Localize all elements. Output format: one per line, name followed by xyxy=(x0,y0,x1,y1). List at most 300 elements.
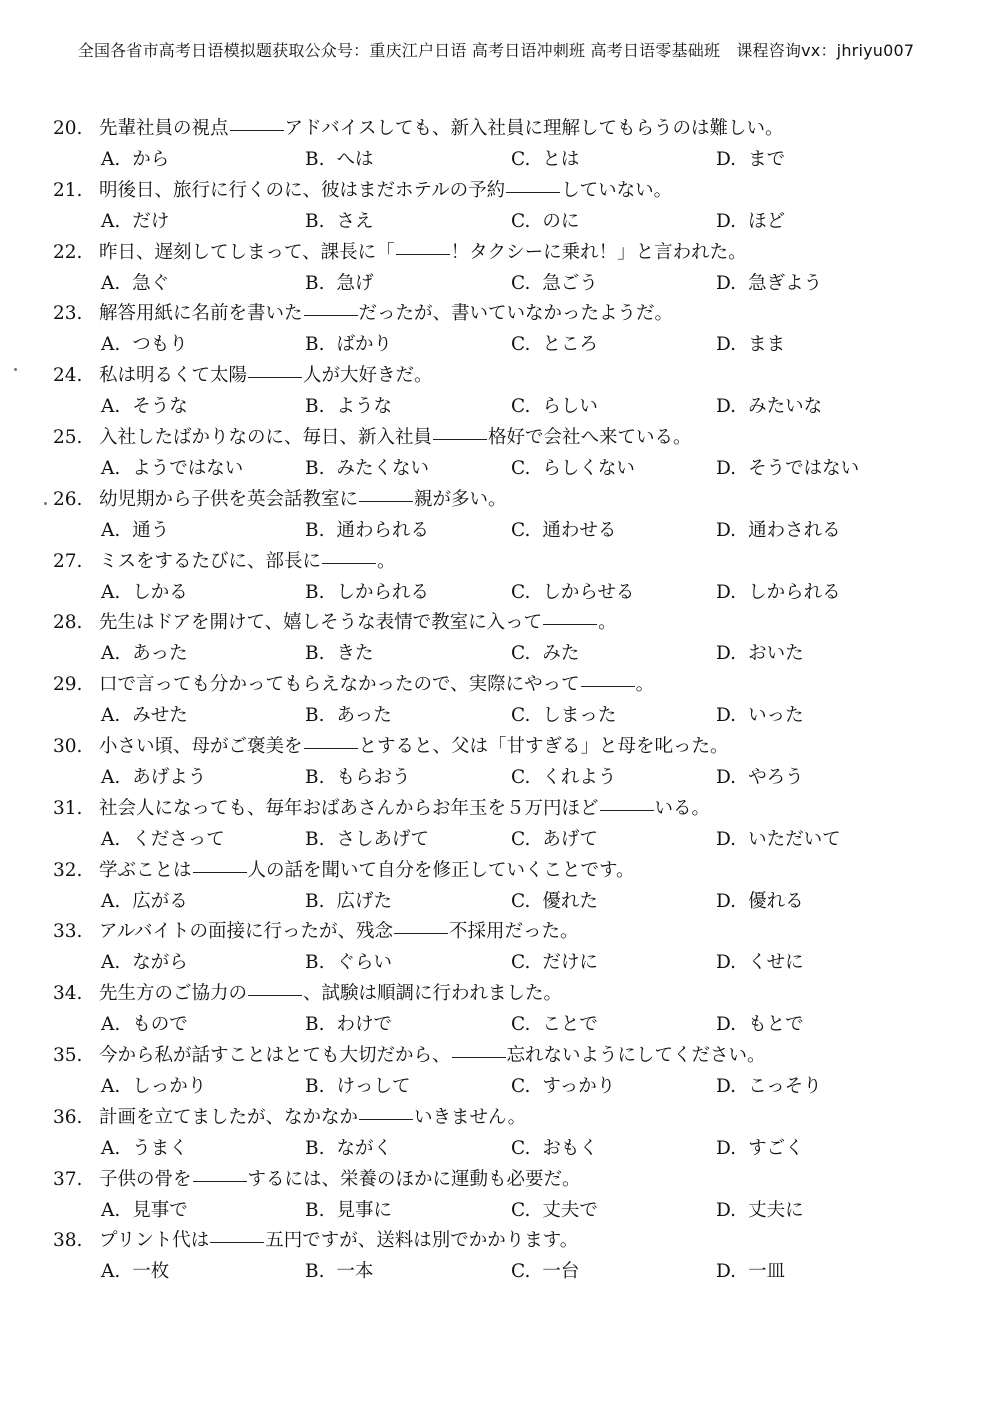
question-stem xyxy=(53,916,953,948)
option-letter: A. xyxy=(101,210,121,232)
option-letter: C. xyxy=(511,210,531,232)
option-text: まま xyxy=(748,334,786,356)
option-row xyxy=(53,330,953,359)
question-number: 38. xyxy=(53,1230,83,1252)
option-letter: C. xyxy=(511,1199,531,1221)
option-letter: A. xyxy=(101,828,121,850)
question-item xyxy=(53,422,953,484)
question-text-after-blank: いる。 xyxy=(654,797,711,819)
option-text: おもく xyxy=(542,1137,598,1159)
question-number: 26. xyxy=(53,488,83,510)
option-a xyxy=(101,1010,188,1039)
option-letter: D. xyxy=(716,890,737,912)
option-text: くせに xyxy=(748,952,804,974)
option-c xyxy=(511,701,616,730)
option-a xyxy=(101,887,188,916)
option-letter: A. xyxy=(101,1014,121,1036)
option-letter: B. xyxy=(305,890,325,912)
question-item xyxy=(53,978,953,1040)
option-text: だけ xyxy=(132,210,170,232)
option-row xyxy=(53,825,953,854)
option-d xyxy=(716,392,822,421)
answer-blank xyxy=(304,747,358,749)
option-b xyxy=(305,763,411,792)
option-text: しかられる xyxy=(336,581,429,603)
option-a xyxy=(101,392,188,421)
option-row xyxy=(53,392,953,421)
option-letter: A. xyxy=(101,643,121,665)
option-text: 丈夫に xyxy=(748,1199,804,1221)
option-text: から xyxy=(132,149,170,170)
option-text: もらおう xyxy=(336,766,411,788)
question-text-before-blank: 先生はドアを開けて、嬉しそうな表情で教室に入って xyxy=(99,612,543,634)
option-letter: C. xyxy=(511,1137,531,1159)
question-item xyxy=(53,855,953,917)
option-letter: D. xyxy=(716,952,737,974)
option-a xyxy=(101,639,188,668)
option-text: くださって xyxy=(132,828,225,850)
answer-blank xyxy=(581,685,635,687)
option-c xyxy=(511,454,635,483)
option-d xyxy=(716,825,841,854)
option-b xyxy=(305,1072,411,1101)
option-d xyxy=(716,701,804,730)
option-b xyxy=(305,207,374,236)
question-stem xyxy=(53,237,953,269)
question-text-before-blank: 入社したばかりなのに、毎日、新入社員 xyxy=(99,426,433,448)
option-text: ばかり xyxy=(336,334,392,356)
option-letter: A. xyxy=(101,766,121,788)
option-c xyxy=(511,1196,598,1225)
question-number: 24. xyxy=(53,365,83,387)
question-number: 25. xyxy=(53,426,83,448)
option-text: すっかり xyxy=(542,1075,616,1097)
option-letter: B. xyxy=(305,457,325,479)
option-text: わけで xyxy=(336,1014,392,1036)
option-c xyxy=(511,269,598,298)
option-letter: D. xyxy=(716,272,737,294)
option-letter: D. xyxy=(716,396,737,418)
page-header: 全国各省市高考日语模拟题获取公众号：重庆江户日语 高考日语冲刺班 高考日语零基础班 课程咨询vx：jhriyu007 xyxy=(77,41,915,60)
option-row xyxy=(53,207,953,236)
option-c xyxy=(511,1257,579,1286)
answer-blank xyxy=(543,623,597,625)
option-d xyxy=(716,1072,822,1101)
option-b xyxy=(305,330,392,359)
question-item xyxy=(53,1040,953,1102)
option-letter: D. xyxy=(716,1075,737,1097)
question-item xyxy=(53,360,953,422)
option-row xyxy=(53,145,953,174)
option-text: ところ xyxy=(542,334,598,356)
option-letter: D. xyxy=(716,1261,737,1283)
answer-blank xyxy=(506,191,560,193)
option-letter: D. xyxy=(716,705,737,727)
option-row xyxy=(53,763,953,792)
question-stem xyxy=(53,175,953,207)
option-letter: D. xyxy=(716,519,737,541)
option-text: おいた xyxy=(748,643,804,665)
question-number: 22. xyxy=(53,241,83,263)
option-letter: B. xyxy=(305,581,325,603)
question-list xyxy=(53,113,953,1287)
answer-blank xyxy=(394,932,448,934)
option-letter: A. xyxy=(101,705,121,727)
option-text: 通う xyxy=(132,519,170,541)
option-text: さえ xyxy=(336,210,374,232)
option-letter: A. xyxy=(101,272,121,294)
option-d xyxy=(716,948,804,977)
option-text: ながら xyxy=(132,952,188,974)
option-letter: A. xyxy=(101,457,121,479)
option-letter: C. xyxy=(511,890,531,912)
option-letter: D. xyxy=(716,581,737,603)
option-b xyxy=(305,1196,392,1225)
option-text: まで xyxy=(748,149,786,170)
option-text: 通わされる xyxy=(748,519,841,541)
option-d xyxy=(716,269,822,298)
option-text: だけに xyxy=(542,952,598,974)
option-d xyxy=(716,887,804,916)
option-text: みた xyxy=(542,643,580,665)
scan-speck xyxy=(44,502,47,505)
option-letter: B. xyxy=(305,766,325,788)
answer-blank xyxy=(248,376,302,378)
answer-blank xyxy=(396,253,450,255)
option-text: ことで xyxy=(542,1014,598,1036)
option-row xyxy=(53,887,953,916)
option-text: すごく xyxy=(748,1137,804,1159)
question-item xyxy=(53,1164,953,1226)
question-text-after-blank: 。 xyxy=(598,612,617,634)
option-text: 通わられる xyxy=(336,519,429,541)
option-text: ぐらい xyxy=(336,952,392,974)
option-text: らしくない xyxy=(542,457,635,479)
option-row xyxy=(53,639,953,668)
question-stem xyxy=(53,731,953,763)
question-number: 37. xyxy=(53,1168,83,1190)
option-letter: D. xyxy=(716,766,737,788)
answer-blank xyxy=(248,994,302,996)
option-letter: B. xyxy=(305,1261,325,1283)
question-text-after-blank: していない。 xyxy=(561,179,673,201)
question-number: 35. xyxy=(53,1044,83,1066)
option-text: 見事に xyxy=(336,1199,392,1221)
option-b xyxy=(305,701,392,730)
option-a xyxy=(101,1072,206,1101)
question-text-before-blank: 解答用紙に名前を書いた xyxy=(99,303,303,325)
option-c xyxy=(511,1010,598,1039)
option-text: 一台 xyxy=(542,1261,580,1283)
answer-blank xyxy=(433,438,487,440)
option-text: けっして xyxy=(336,1075,411,1097)
option-b xyxy=(305,454,429,483)
option-row xyxy=(53,948,953,977)
option-c xyxy=(511,207,579,236)
question-number: 28. xyxy=(53,612,83,634)
option-a xyxy=(101,269,169,298)
option-letter: B. xyxy=(305,519,325,541)
question-item xyxy=(53,546,953,608)
option-text: きた xyxy=(336,643,374,665)
question-stem xyxy=(53,793,953,825)
option-a xyxy=(101,516,169,545)
option-row xyxy=(53,269,953,298)
option-text: 広げた xyxy=(336,890,392,912)
answer-blank xyxy=(193,871,247,873)
option-d xyxy=(716,330,785,359)
option-text: らしい xyxy=(542,396,598,418)
option-letter: A. xyxy=(101,149,121,170)
question-text-before-blank: ミスをするたびに、部長に xyxy=(99,550,322,572)
question-text-before-blank: 昨日、遅刻してしまって、課長に「 xyxy=(99,241,395,263)
question-item xyxy=(53,793,953,855)
option-c xyxy=(511,1072,615,1101)
option-text: みたいな xyxy=(748,396,823,418)
option-text: あった xyxy=(336,705,392,727)
question-text-after-blank: 親が多い。 xyxy=(414,488,507,510)
option-letter: B. xyxy=(305,952,325,974)
option-text: くれよう xyxy=(542,766,617,788)
option-d xyxy=(716,207,785,236)
question-text-after-blank: 人の話を聞いて自分を修正していくことです。 xyxy=(247,859,635,881)
answer-blank xyxy=(230,129,284,131)
answer-blank xyxy=(210,1241,264,1243)
question-text-before-blank: 学ぶことは xyxy=(99,859,192,881)
option-letter: D. xyxy=(716,1014,737,1036)
option-letter: D. xyxy=(716,643,737,665)
question-number: 20. xyxy=(53,118,83,139)
option-a xyxy=(101,207,169,236)
option-text: そうな xyxy=(132,396,188,418)
option-text: いただいて xyxy=(748,828,841,850)
option-text: さしあげて xyxy=(336,828,429,850)
option-c xyxy=(511,887,598,916)
option-letter: B. xyxy=(305,1199,325,1221)
option-letter: B. xyxy=(305,396,325,418)
question-stem xyxy=(53,607,953,639)
option-d xyxy=(716,145,785,174)
question-number: 33. xyxy=(53,921,83,943)
question-item xyxy=(53,175,953,237)
option-letter: C. xyxy=(511,396,531,418)
question-text-after-blank: 人が大好きだ。 xyxy=(303,365,433,387)
option-a xyxy=(101,578,188,607)
option-letter: B. xyxy=(305,643,325,665)
option-letter: B. xyxy=(305,210,325,232)
question-text-before-blank: 今から私が話すことはとても大切だから、 xyxy=(99,1044,451,1066)
option-a xyxy=(101,825,225,854)
option-text: のに xyxy=(542,210,580,232)
option-letter: A. xyxy=(101,396,121,418)
option-row xyxy=(53,578,953,607)
option-c xyxy=(511,1134,598,1163)
option-d xyxy=(716,639,804,668)
option-letter: A. xyxy=(101,890,121,912)
option-a xyxy=(101,330,188,359)
option-text: しからせる xyxy=(542,581,635,603)
option-letter: A. xyxy=(101,952,121,974)
question-text-before-blank: 社会人になっても、毎年おばあさんからお年玉を５万円ほど xyxy=(99,797,599,819)
answer-blank xyxy=(359,500,413,502)
option-c xyxy=(511,145,579,174)
option-a xyxy=(101,948,188,977)
option-text: ほど xyxy=(748,210,786,232)
option-letter: A. xyxy=(101,1075,121,1097)
option-letter: A. xyxy=(101,519,121,541)
option-letter: C. xyxy=(511,952,531,974)
question-item xyxy=(53,1102,953,1164)
option-b xyxy=(305,1134,392,1163)
option-letter: B. xyxy=(305,334,325,356)
option-a xyxy=(101,763,206,792)
option-text: 急ごう xyxy=(542,272,598,294)
option-a xyxy=(101,1196,188,1225)
option-letter: C. xyxy=(511,1014,531,1036)
question-text-before-blank: 先輩社員の視点 xyxy=(99,118,229,139)
option-letter: B. xyxy=(305,1014,325,1036)
option-b xyxy=(305,516,429,545)
option-letter: B. xyxy=(305,828,325,850)
option-letter: C. xyxy=(511,149,531,170)
option-text: 一枚 xyxy=(132,1261,170,1283)
question-text-after-blank: 不採用だった。 xyxy=(448,921,579,943)
question-stem xyxy=(53,978,953,1010)
option-row xyxy=(53,516,953,545)
option-letter: C. xyxy=(511,1261,531,1283)
option-letter: B. xyxy=(305,1137,325,1159)
answer-blank xyxy=(193,1180,247,1182)
option-letter: D. xyxy=(716,334,737,356)
option-b xyxy=(305,269,374,298)
option-letter: C. xyxy=(511,828,531,850)
question-text-after-blank: だったが、書いていなかったようだ。 xyxy=(358,303,674,325)
option-text: しまった xyxy=(542,705,617,727)
option-letter: B. xyxy=(305,1075,325,1097)
option-a xyxy=(101,1134,188,1163)
option-text: 広がる xyxy=(132,890,188,912)
option-text: もとで xyxy=(748,1014,804,1036)
answer-blank xyxy=(322,562,376,564)
option-letter: D. xyxy=(716,828,737,850)
question-number: 29. xyxy=(53,674,83,696)
answer-blank xyxy=(359,1118,413,1120)
question-text-after-blank: ！タクシーに乗れ！」と言われた。 xyxy=(450,241,747,263)
option-text: あった xyxy=(132,643,188,665)
question-number: 31. xyxy=(53,797,83,819)
question-item xyxy=(53,113,953,175)
option-c xyxy=(511,763,616,792)
option-letter: C. xyxy=(511,1075,531,1097)
option-text: こっそり xyxy=(748,1075,822,1097)
question-text-before-blank: 明後日、旅行に行くのに、彼はまだホテルの予約 xyxy=(99,179,506,201)
option-text: 一皿 xyxy=(748,1261,786,1283)
option-text: 優れた xyxy=(542,890,598,912)
option-b xyxy=(305,1010,392,1039)
option-text: やろう xyxy=(748,766,804,788)
option-letter: D. xyxy=(716,210,737,232)
option-letter: C. xyxy=(511,705,531,727)
option-text: 一本 xyxy=(336,1261,374,1283)
option-b xyxy=(305,639,374,668)
option-letter: B. xyxy=(305,272,325,294)
question-text-after-blank: アドバイスしても、新入社員に理解してもらうのは難しい。 xyxy=(284,118,784,139)
question-number: 30. xyxy=(53,735,83,757)
option-text: ようではない xyxy=(132,457,244,479)
option-d xyxy=(716,1134,804,1163)
option-c xyxy=(511,948,598,977)
option-text: しかる xyxy=(132,581,188,603)
option-row xyxy=(53,1010,953,1039)
question-item xyxy=(53,484,953,546)
question-stem xyxy=(53,855,953,887)
option-d xyxy=(716,516,841,545)
option-b xyxy=(305,145,374,174)
option-text: うまく xyxy=(132,1137,188,1159)
option-c xyxy=(511,825,598,854)
option-text: しっかり xyxy=(132,1075,207,1097)
option-letter: B. xyxy=(305,149,325,170)
option-text: みたくない xyxy=(336,457,429,479)
option-letter: A. xyxy=(101,1261,121,1283)
question-text-after-blank: 。 xyxy=(635,674,655,696)
question-item xyxy=(53,916,953,978)
option-d xyxy=(716,454,859,483)
option-a xyxy=(101,701,188,730)
option-b xyxy=(305,948,392,977)
option-row xyxy=(53,1134,953,1163)
question-item xyxy=(53,607,953,669)
option-a xyxy=(101,1257,169,1286)
option-letter: C. xyxy=(511,457,531,479)
option-text: 優れる xyxy=(748,890,804,912)
question-text-before-blank: 子供の骨を xyxy=(99,1168,192,1190)
question-text-before-blank: 口で言っても分かってもらえなかったので、実際にやって xyxy=(99,674,580,696)
question-stem xyxy=(53,546,953,578)
question-number: 27. xyxy=(53,550,83,572)
option-row xyxy=(53,1257,953,1286)
question-stem xyxy=(53,113,953,145)
option-letter: D. xyxy=(716,1199,737,1221)
option-text: そうではない xyxy=(748,457,860,479)
option-row xyxy=(53,1196,953,1225)
question-number: 21. xyxy=(53,179,83,201)
question-item xyxy=(53,731,953,793)
question-text-before-blank: プリント代は xyxy=(99,1230,210,1252)
option-text: つもり xyxy=(132,334,188,356)
option-text: 丈夫で xyxy=(542,1199,598,1221)
question-item xyxy=(53,298,953,360)
option-letter: D. xyxy=(716,149,737,170)
option-row xyxy=(53,454,953,483)
question-text-before-blank: 幼児期から子供を英会話教室に xyxy=(99,488,359,510)
option-d xyxy=(716,578,841,607)
question-text-after-blank: するには、栄養のほかに運動も必要だ。 xyxy=(247,1168,581,1190)
question-text-before-blank: 先生方のご協力の xyxy=(99,983,248,1005)
option-text: みせた xyxy=(132,705,188,727)
question-item xyxy=(53,237,953,299)
option-letter: B. xyxy=(305,705,325,727)
question-stem xyxy=(53,669,953,701)
question-text-before-blank: 小さい頃、母がご褒美を xyxy=(99,735,303,757)
option-b xyxy=(305,392,392,421)
option-text: 急ぎよう xyxy=(748,272,823,294)
option-d xyxy=(716,1196,804,1225)
question-text-after-blank: 格好で会社へ来ている。 xyxy=(488,426,692,448)
question-item xyxy=(53,669,953,731)
option-c xyxy=(511,330,598,359)
option-letter: A. xyxy=(101,1199,121,1221)
